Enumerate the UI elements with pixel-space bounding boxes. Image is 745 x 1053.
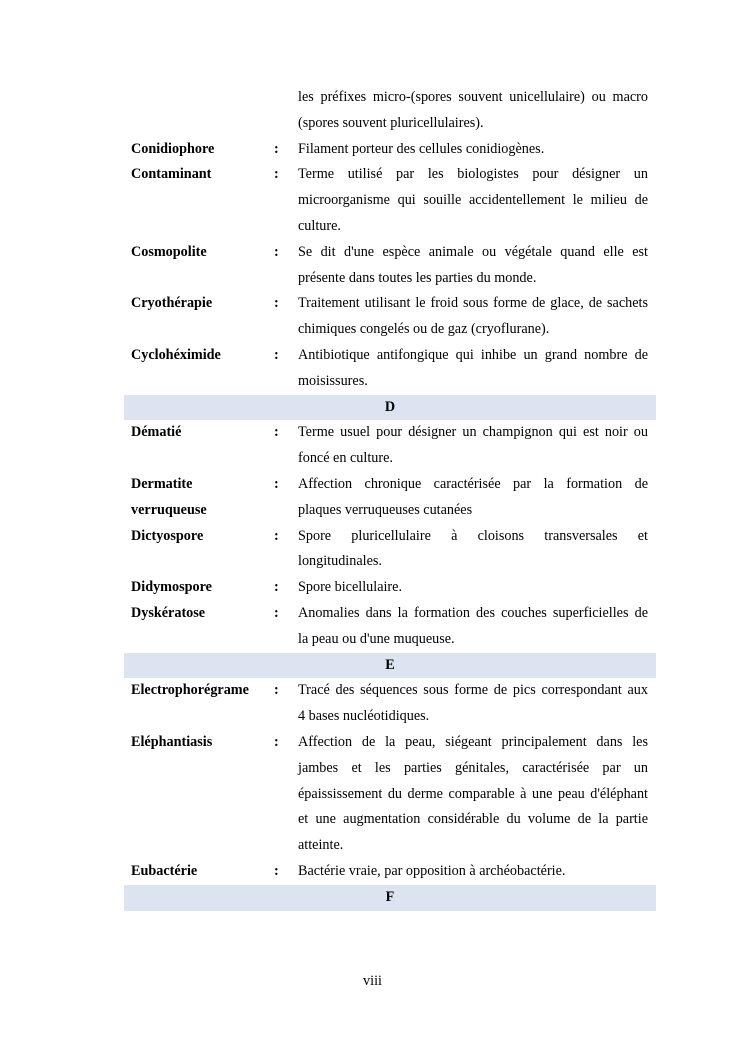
continuation-line-1: les préfixes micro-(spores souvent unicellulaire) ou macro <box>298 89 648 105</box>
term-separator: : <box>274 346 279 363</box>
glossary-group-c <box>124 137 656 395</box>
glossary-term: Conidiophore <box>131 140 215 157</box>
glossary-entry-continuation <box>124 446 656 472</box>
glossary-term: Dermatite <box>131 475 193 492</box>
term-separator: : <box>274 604 279 621</box>
glossary-term: Dématié <box>131 424 182 441</box>
definition-line: plaques verruqueuses cutanées <box>298 501 473 518</box>
definition-line: Se dit d'une espèce animale ou végétale quand elle est <box>298 243 648 260</box>
glossary-page <box>124 85 656 911</box>
glossary-entry <box>124 575 656 601</box>
glossary-term: Electrophorégrame <box>131 682 249 699</box>
glossary-entry-continuation <box>124 549 656 575</box>
glossary-group-d <box>124 420 656 652</box>
definition-line: Tracé des séquences sous forme de pics correspondant aux <box>298 682 648 699</box>
glossary-term: Cryothérapie <box>131 295 213 312</box>
definition-line: microorganisme qui souille accidentellement le milieu de <box>298 192 648 209</box>
glossary-term: Dictyospore <box>131 527 204 544</box>
glossary-entry-continuation <box>124 627 656 653</box>
continuation-line-2: (spores souvent pluricellulaires). <box>298 114 484 131</box>
definition-line: Filament porteur des cellules conidiogènes. <box>298 140 545 157</box>
definition-line: Antibiotique antifongique qui inhibe un grand nombre de <box>298 346 648 363</box>
definition-line: Spore pluricellulaire à cloisons transversales et <box>298 527 648 544</box>
definition-line: Terme usuel pour désigner un champignon qui est noir ou <box>298 424 648 441</box>
glossary-entry <box>124 601 656 627</box>
definition-line: moisissures. <box>298 372 368 389</box>
definition-line: chimiques congelés ou de gaz (cryoflurane). <box>298 321 550 338</box>
glossary-entry <box>124 678 656 704</box>
glossary-entry <box>124 162 656 188</box>
term-separator: : <box>274 682 279 699</box>
glossary-term: Didymospore <box>131 579 212 596</box>
term-separator: : <box>274 475 279 492</box>
glossary-term: Eubactérie <box>131 862 198 879</box>
glossary-entry <box>124 420 656 446</box>
glossary-entry <box>124 859 656 885</box>
term-separator: : <box>274 733 279 750</box>
glossary-term: Cyclohéximide <box>131 346 221 363</box>
section-header-e: E <box>124 653 656 679</box>
glossary-entry-continuation <box>124 704 656 730</box>
glossary-entry-continuation <box>124 807 656 833</box>
glossary-entry <box>124 472 656 498</box>
glossary-entry-continuation <box>124 833 656 859</box>
glossary-entry-continuation <box>124 188 656 214</box>
glossary-term: Dyskératose <box>131 604 206 621</box>
glossary-entry <box>124 291 656 317</box>
definition-line: Bactérie vraie, par opposition à archéobactérie. <box>298 862 566 879</box>
term-separator: : <box>274 424 279 441</box>
term-separator: : <box>274 243 279 260</box>
definition-line: atteinte. <box>298 837 344 854</box>
definition-line: foncé en culture. <box>298 450 393 467</box>
term-separator: : <box>274 295 279 312</box>
glossary-entry-continuation <box>124 317 656 343</box>
glossary-entry <box>124 137 656 163</box>
definition-line: jambes et les parties génitales, caractérisée par un <box>298 759 648 776</box>
glossary-entry-continuation <box>124 266 656 292</box>
glossary-entry-continuation <box>124 782 656 808</box>
definition-line: épaississement du derme comparable à une peau d'éléphant <box>298 785 648 802</box>
definition-line: culture. <box>298 217 341 234</box>
glossary-term: Contaminant <box>131 166 212 183</box>
definition-line: et une augmentation considérable du volume de la partie <box>298 811 648 828</box>
definition-line: Spore bicellulaire. <box>298 579 403 596</box>
glossary-term: Cosmopolite <box>131 243 207 260</box>
definition-line: Affection chronique caractérisée par la formation de <box>298 475 648 492</box>
definition-line: 4 bases nucléotidiques. <box>298 708 430 725</box>
glossary-entry-continuation <box>124 369 656 395</box>
definition-line: longitudinales. <box>298 553 382 570</box>
term-separator: : <box>274 579 279 596</box>
glossary-entry <box>124 343 656 369</box>
definition-line: Anomalies dans la formation des couches superficielles de <box>298 604 648 621</box>
definition-line: la peau ou d'une muqueuse. <box>298 630 455 647</box>
definition-line: Traitement utilisant le froid sous forme de glace, de sachets <box>298 295 648 312</box>
glossary-entry <box>124 240 656 266</box>
glossary-entry <box>124 730 656 756</box>
page-number: viii <box>363 973 382 989</box>
definition-line: présente dans toutes les parties du monde. <box>298 269 537 286</box>
definition-line: Terme utilisé par les biologistes pour désigner un <box>298 166 648 183</box>
definition-line: Affection de la peau, siégeant principalement dans les <box>298 733 648 750</box>
glossary-term-continuation: verruqueuse <box>131 501 207 518</box>
glossary-entry-continuation <box>124 498 656 524</box>
glossary-group-e <box>124 678 656 884</box>
term-separator: : <box>274 527 279 544</box>
term-separator: : <box>274 166 279 183</box>
glossary-entry <box>124 524 656 550</box>
term-separator: : <box>274 140 279 157</box>
glossary-entry-continuation <box>124 756 656 782</box>
glossary-entry-continuation <box>124 214 656 240</box>
term-separator: : <box>274 862 279 879</box>
section-header-f: F <box>124 885 656 911</box>
section-header-d: D <box>124 395 656 421</box>
glossary-term: Eléphantiasis <box>131 733 213 750</box>
